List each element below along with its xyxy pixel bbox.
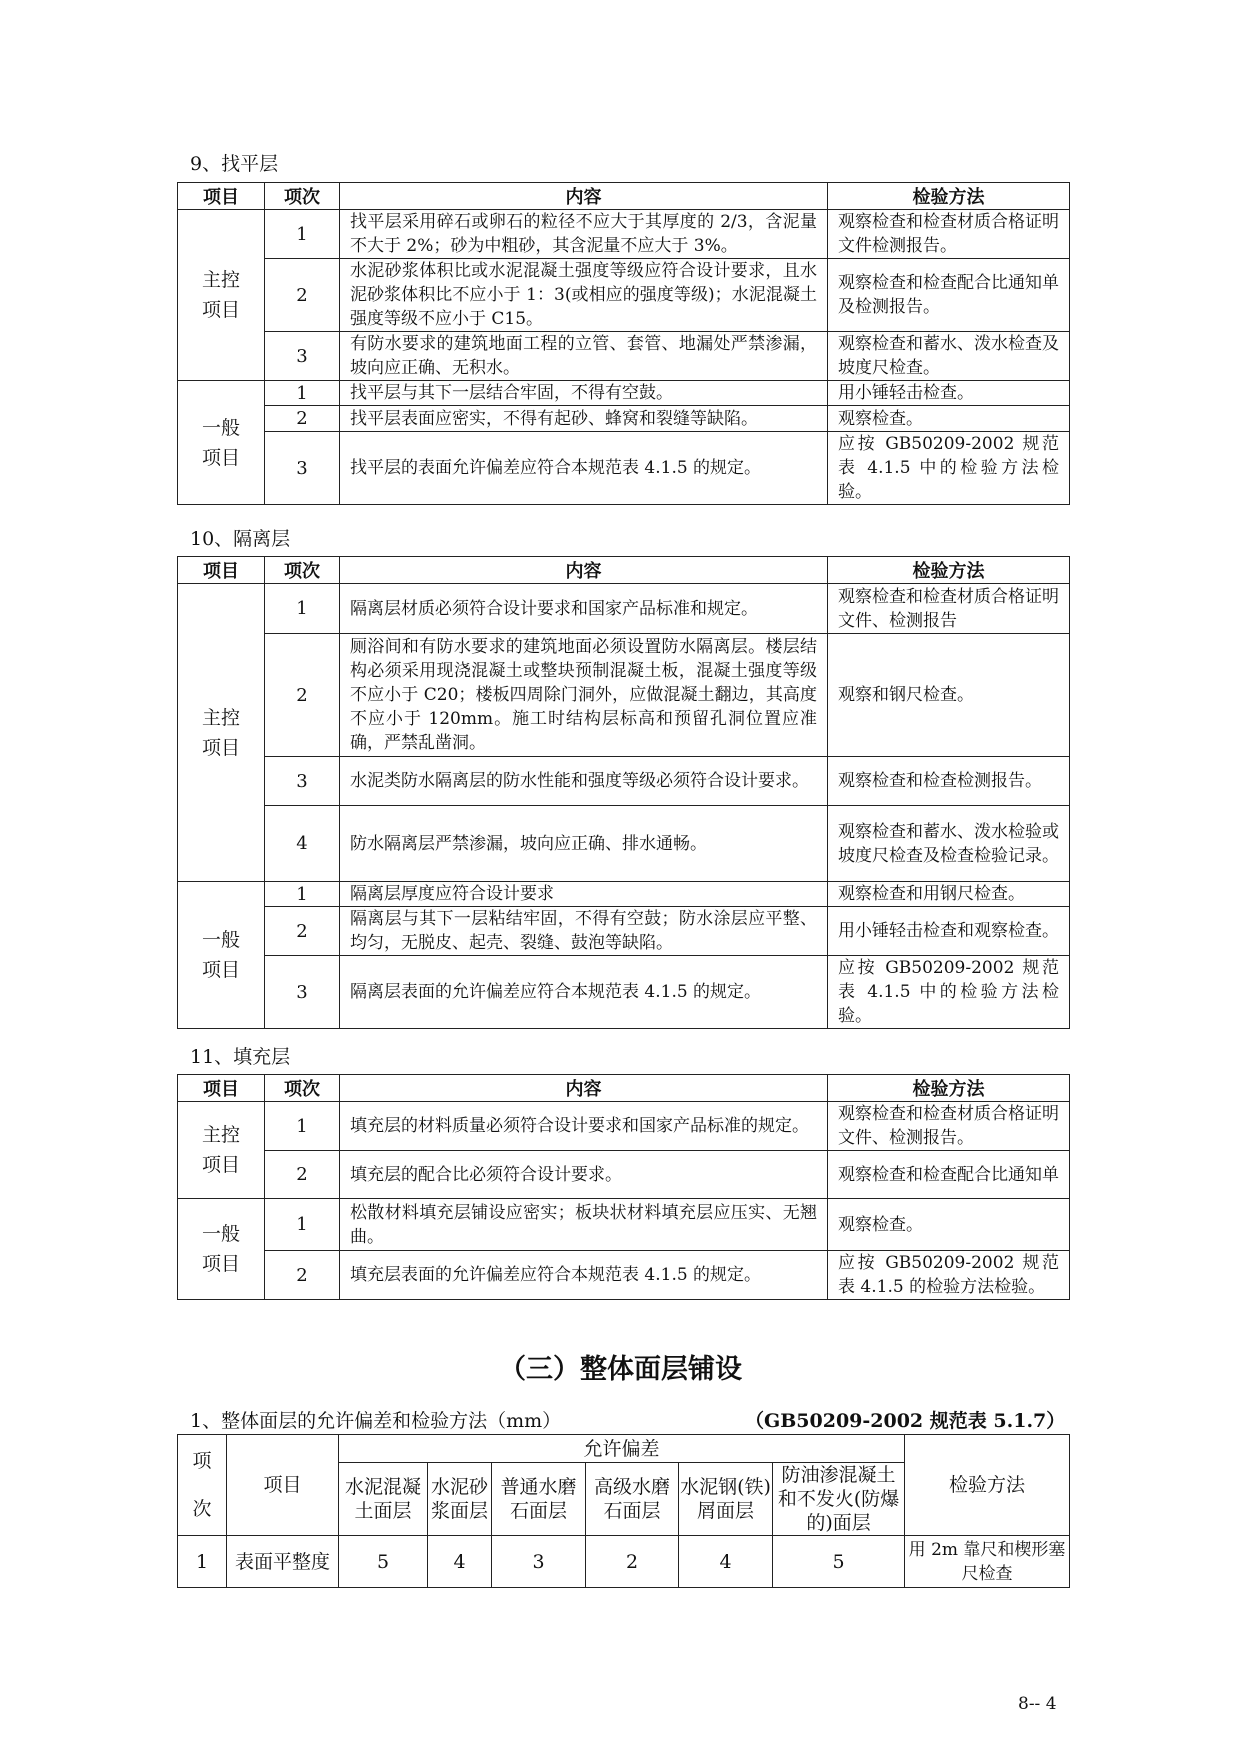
header-item: 项目 bbox=[178, 557, 265, 584]
header-seq: 项次 bbox=[265, 557, 340, 584]
category-main: 主控 项目 bbox=[178, 1102, 265, 1199]
row-content: 找平层与其下一层结合牢固，不得有空鼓。 bbox=[340, 381, 828, 406]
col-cement-concrete: 水泥混凝土面层 bbox=[339, 1463, 428, 1536]
row-content: 水泥类防水隔离层的防水性能和强度等级必须符合设计要求。 bbox=[340, 757, 828, 806]
row-method: 用小锤轻击检查和观察检查。 bbox=[828, 907, 1070, 956]
col-cement-mortar: 水泥砂浆面层 bbox=[428, 1463, 492, 1536]
header-item: 项目 bbox=[227, 1435, 339, 1536]
col-oil-proof-concrete: 防油渗混凝土和不发火(防爆的)面层 bbox=[773, 1463, 905, 1536]
row-no: 2 bbox=[265, 406, 340, 432]
row-method: 应按 GB50209-2002 规范表 4.1.5 的检验方法检验。 bbox=[828, 1251, 1070, 1300]
row-no: 1 bbox=[265, 1199, 340, 1251]
row-method: 观察检查和蓄水、泼水检查及坡度尺检查。 bbox=[828, 332, 1070, 381]
row-method: 观察检查和检查材质合格证明文件检测报告。 bbox=[828, 210, 1070, 259]
page-number: 8-- 4 bbox=[1018, 1694, 1057, 1714]
section-11-title: 11、填充层 bbox=[190, 1046, 291, 1068]
row-method: 观察检查和用钢尺检查。 bbox=[828, 882, 1070, 907]
tolerance-table-title: 1、整体面层的允许偏差和检验方法（mm） bbox=[190, 1410, 562, 1432]
header-method: 检验方法 bbox=[828, 183, 1070, 210]
row-method: 应按 GB50209-2002 规范表 4.1.5 中的检验方法检验。 bbox=[828, 432, 1070, 505]
header-seq: 项次 bbox=[265, 183, 340, 210]
row-no: 2 bbox=[265, 1251, 340, 1300]
part-title: （三）整体面层铺设 bbox=[499, 1354, 742, 1385]
row-method: 应按 GB50209-2002 规范表 4.1.5 中的检验方法检验。 bbox=[828, 956, 1070, 1029]
row-method: 观察检查和检查材质合格证明文件、检测报告 bbox=[828, 584, 1070, 634]
row-item: 表面平整度 bbox=[227, 1536, 339, 1588]
header-content: 内容 bbox=[340, 1075, 828, 1102]
row-no: 3 bbox=[265, 432, 340, 505]
row-no: 2 bbox=[265, 907, 340, 956]
row-content: 找平层采用碎石或卵石的粒径不应大于其厚度的 2/3，含泥量不大于 2%；砂为中粗砂，其含泥量不应大于 3%。 bbox=[340, 210, 828, 259]
header-method: 检验方法 bbox=[905, 1435, 1070, 1536]
category-general: 一般 项目 bbox=[178, 1199, 265, 1300]
col-steel-chip: 水泥钢(铁)屑面层 bbox=[679, 1463, 773, 1536]
row-value: 2 bbox=[586, 1536, 679, 1588]
row-no: 3 bbox=[265, 332, 340, 381]
section-10-table bbox=[177, 556, 1070, 1029]
row-method: 观察和钢尺检查。 bbox=[828, 634, 1070, 757]
row-content: 厕浴间和有防水要求的建筑地面必须设置防水隔离层。楼层结构必须采用现浇混凝土或整块预制混凝土板，混凝土强度等级不应小于 C20；楼板四周除门洞外，应做混凝土翻边，其高度不应小于 120mm。施工时结构层标高和预留孔洞位置应准确，严禁乱凿洞。 bbox=[340, 634, 828, 757]
row-no: 2 bbox=[265, 259, 340, 332]
tolerance-table-reference: （GB50209-2002 规范表 5.1.7） bbox=[745, 1410, 1066, 1432]
row-no: 1 bbox=[265, 584, 340, 634]
row-method: 观察检查和蓄水、泼水检验或坡度尺检查及检查检验记录。 bbox=[828, 806, 1070, 882]
section-9-table bbox=[177, 182, 1070, 505]
row-content: 松散材料填充层铺设应密实；板块状材料填充层应压实、无翘曲。 bbox=[340, 1199, 828, 1251]
row-content: 水泥砂浆体积比或水泥混凝土强度等级应符合设计要求，且水泥砂浆体积比不应小于 1：3(或相应的强度等级)；水泥混凝土强度等级不应小于 C15。 bbox=[340, 259, 828, 332]
col-ordinary-terrazzo: 普通水磨石面层 bbox=[492, 1463, 586, 1536]
header-tolerance: 允许偏差 bbox=[339, 1435, 905, 1463]
row-content: 防水隔离层严禁渗漏，坡向应正确、排水通畅。 bbox=[340, 806, 828, 882]
row-method: 用 2m 靠尺和楔形塞尺检查 bbox=[905, 1536, 1070, 1588]
header-content: 内容 bbox=[340, 557, 828, 584]
row-no: 1 bbox=[265, 381, 340, 406]
category-general: 一般 项目 bbox=[178, 882, 265, 1029]
section-9-title: 9、找平层 bbox=[190, 153, 279, 175]
row-no: 3 bbox=[265, 757, 340, 806]
row-value: 5 bbox=[339, 1536, 428, 1588]
row-content: 填充层的材料质量必须符合设计要求和国家产品标准的规定。 bbox=[340, 1102, 828, 1151]
row-no: 1 bbox=[265, 882, 340, 907]
header-item: 项目 bbox=[178, 183, 265, 210]
row-method: 观察检查。 bbox=[828, 406, 1070, 432]
header-method: 检验方法 bbox=[828, 1075, 1070, 1102]
row-content: 找平层表面应密实，不得有起砂、蜂窝和裂缝等缺陷。 bbox=[340, 406, 828, 432]
row-value: 3 bbox=[492, 1536, 586, 1588]
section-10-title: 10、隔离层 bbox=[190, 528, 291, 550]
row-content: 填充层表面的允许偏差应符合本规范表 4.1.5 的规定。 bbox=[340, 1251, 828, 1300]
row-content: 有防水要求的建筑地面工程的立管、套管、地漏处严禁渗漏，坡向应正确、无积水。 bbox=[340, 332, 828, 381]
col-premium-terrazzo: 高级水磨石面层 bbox=[586, 1463, 679, 1536]
header-seq: 项 次 bbox=[178, 1435, 227, 1536]
row-content: 隔离层厚度应符合设计要求 bbox=[340, 882, 828, 907]
row-value: 4 bbox=[428, 1536, 492, 1588]
row-method: 用小锤轻击检查。 bbox=[828, 381, 1070, 406]
row-method: 观察检查和检查配合比通知单及检测报告。 bbox=[828, 259, 1070, 332]
row-content: 隔离层表面的允许偏差应符合本规范表 4.1.5 的规定。 bbox=[340, 956, 828, 1029]
row-no: 1 bbox=[265, 1102, 340, 1151]
row-no: 2 bbox=[265, 634, 340, 757]
row-method: 观察检查。 bbox=[828, 1199, 1070, 1251]
header-seq: 项次 bbox=[265, 1075, 340, 1102]
row-no: 1 bbox=[265, 210, 340, 259]
category-general: 一般 项目 bbox=[178, 381, 265, 505]
row-no: 1 bbox=[178, 1536, 227, 1588]
row-value: 4 bbox=[679, 1536, 773, 1588]
row-content: 找平层的表面允许偏差应符合本规范表 4.1.5 的规定。 bbox=[340, 432, 828, 505]
tolerance-table bbox=[177, 1434, 1070, 1588]
category-main: 主控 项目 bbox=[178, 210, 265, 381]
category-main: 主控 项目 bbox=[178, 584, 265, 882]
row-content: 隔离层与其下一层粘结牢固，不得有空鼓；防水涂层应平整、均匀，无脱皮、起壳、裂缝、鼓泡等缺陷。 bbox=[340, 907, 828, 956]
row-no: 3 bbox=[265, 956, 340, 1029]
row-content: 填充层的配合比必须符合设计要求。 bbox=[340, 1151, 828, 1199]
row-method: 观察检查和检查材质合格证明文件、检测报告。 bbox=[828, 1102, 1070, 1151]
row-no: 2 bbox=[265, 1151, 340, 1199]
section-11-table bbox=[177, 1074, 1070, 1300]
header-content: 内容 bbox=[340, 183, 828, 210]
row-no: 4 bbox=[265, 806, 340, 882]
row-method: 观察检查和检查配合比通知单 bbox=[828, 1151, 1070, 1199]
row-content: 隔离层材质必须符合设计要求和国家产品标准和规定。 bbox=[340, 584, 828, 634]
header-item: 项目 bbox=[178, 1075, 265, 1102]
header-method: 检验方法 bbox=[828, 557, 1070, 584]
row-value: 5 bbox=[773, 1536, 905, 1588]
row-method: 观察检查和检查检测报告。 bbox=[828, 757, 1070, 806]
